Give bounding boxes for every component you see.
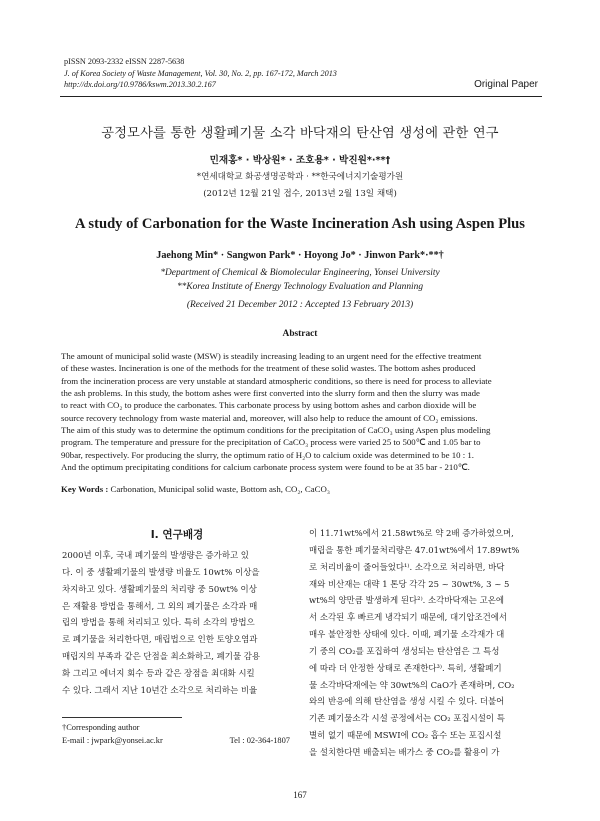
page-number: 167 [293,790,307,800]
abstract-line: from the incineration process are very unstable at standard atmospheric conditions, so there is need for process to alleviate [61,375,492,386]
body-line: 서 소각된 후 빠르게 냉각되기 때문에, 대기압조건에서 [309,612,508,623]
body-line: 매립을 통한 폐기물처리량은 47.01wt%에서 17.89wt% [309,544,520,555]
body-line: 기존 폐기물소각 시설 공정에서는 CO₂ 포집시설이 특 [309,713,505,724]
korean-dates: (2012년 12월 21일 접수, 2013년 2월 13일 채택) [203,189,397,199]
body-line: 에 따라 더 안정한 상태로 존재한다³⁾. 특히, 생활폐기 [309,662,502,673]
body-line: 매우 불안정한 상태에 있다. 이때, 폐기물 소각재가 대 [309,629,505,640]
doi-link[interactable]: http://dx.doi.org/10.9786/kswm.2013.30.2.167 [64,80,216,89]
body-line: 로 처리비율이 줄어들었다¹⁾. 소각으로 처리하면, 바닥 [309,561,505,572]
body-line: 와의 반응에 의해 탄산염을 생성 시킬 수 있다. 더불어 [309,696,505,707]
body-line: 을 설치한다면 배출되는 배가스 중 CO₂를 활용이 가 [309,746,500,757]
right-column [309,525,541,761]
body-line: 립의 방법을 통해 처리되고 있다. 특히 소각의 방법으 [62,617,255,628]
body-line: 재와 비산재는 대략 1 톤당 각각 25 ~ 30wt%, 3 ~ 5 [309,578,510,589]
body-line: 매립지의 부족과 같은 단점을 최소화하고, 폐기물 감용 [62,651,261,662]
korean-authors: 민재홍* · 박상원* · 조호용* · 박진원*·**† [209,155,391,166]
left-column [62,547,294,699]
body-line: 2000년 이후, 국내 폐기물의 발생량은 증가하고 있 [62,550,249,560]
paper-type-label: Original Paper [474,79,538,90]
keywords [61,484,541,494]
english-affiliation-2: **Korea Institute of Energy Technology Evaluation and Planning [176,282,424,292]
abstract-body [61,350,541,473]
english-title: A study of Carbonation for the Waste Incineration Ash using Aspen Plus [75,216,525,232]
english-authors: Jaehong Min* · Sangwon Park* · Hoyong Jo* · Jinwon Park*·**† [156,250,444,261]
body-line: 다. 이 중 생활폐기물의 발생량 비율도 10wt% 이상을 [62,566,260,577]
abstract-line: of these wastes. Incineration is one of the methods for the treatment of these solid wastes. The bottom ashes produced [61,363,476,374]
abstract-line: 90bar, respectively. For producing the slurry, the optimum ratio of H₂O to calcium oxide was determined to be 10 : 1. [61,449,474,460]
korean-title: 공정모사를 통한 생활폐기물 소각 바닥재의 탄산염 생성에 관한 연구 [101,126,499,141]
author-email[interactable]: E-mail : jwpark@yonsei.ac.kr [62,736,163,745]
footnote [62,721,302,747]
journal-citation: J. of Korea Society of Waste Management, Vol. 30, No. 2, pp. 167-172, March 2013 [64,68,337,78]
header-divider [60,96,542,97]
korean-affiliations: *연세대학교 화공생명공학과 · **한국에너지기술평가원 [196,172,404,182]
body-line: 이 11.71wt%에서 21.58wt%로 약 2배 증가하였으며, [309,528,514,538]
abstract-line: And the optimum precipitating conditions for calcium carbonate process system were found to be at 35 bar - 210℃. [61,462,470,473]
abstract-line: The amount of municipal solid waste (MSW) is steadily increasing leading to an urgent need for the effective treatment [61,351,482,361]
received-dates: (Received 21 December 2012 : Accepted 13 February 2013) [186,300,414,310]
abstract-line: the ash problems. In this study, the bottom ashes were first converted into the slurry form and then the slurry was made [61,388,480,399]
abstract-line: to react with CO₂ to produce the carbonates. This carbonate process by using bottom ashes and carbon dioxide will be [61,400,477,411]
body-line: 화 그리고 에너지 회수 등과 같은 장점을 최대화 시킬 [62,667,255,678]
body-line: 별히 없기 때문에 MSWI에 CO₂ 흡수 또는 포집시설 [309,730,502,741]
author-phone: Tel : 02-364-1807 [229,736,290,745]
footnote-divider [62,717,182,718]
body-line: 기 중의 CO₂를 포집하여 생성되는 탄산염은 그 특성 [309,645,500,656]
body-line: 로 폐기물을 처리한다면, 매립법으로 인한 토양오염과 [62,634,258,645]
keywords-list: Carbonation, Municipal solid waste, Bottom ash, CO₂, CaCO₃ [108,484,330,494]
body-line: 차지하고 있다. 생활폐기물의 처리량 중 50wt% 이상 [62,583,257,594]
body-line: 수 있다. 그래서 지난 10년간 소각으로 처리하는 비율 [62,684,258,695]
journal-header [64,56,337,91]
body-line: 은 재활용 방법을 통해서, 그 외의 폐기물은 소각과 매 [62,600,258,611]
abstract-line: The aim of this study was to determine the optimum conditions for the precipitation of CaCO₃ using Aspen plus modeling [61,425,491,436]
body-line: 물 소각바닥재에는 약 30wt%의 CaO가 존재하며, CO₂ [309,679,515,690]
section-heading: I. 연구배경 [150,529,204,541]
issn-line: pISSN 2093-2332 eISSN 2287-5638 [64,57,185,66]
english-affiliation-1: *Department of Chemical & Biomolecular Engineering, Yonsei University [160,268,440,278]
body-line: wt%의 양만큼 발생하게 된다²⁾. 소각바닥재는 고온에 [309,595,505,606]
keywords-label: Key Words : [61,484,109,494]
corresponding-author-label: †Corresponding author [62,723,140,732]
abstract-line: program. The temperature and pressure for the precipitation of CaCO₃ process were varied 25 to 500℃ and 1.05 bar to [61,437,481,448]
abstract-line: source recovery technology from waste material and, moreover, will also help to reduce the amount of CO₂ emissions. [61,412,478,423]
abstract-heading: Abstract [282,329,318,339]
